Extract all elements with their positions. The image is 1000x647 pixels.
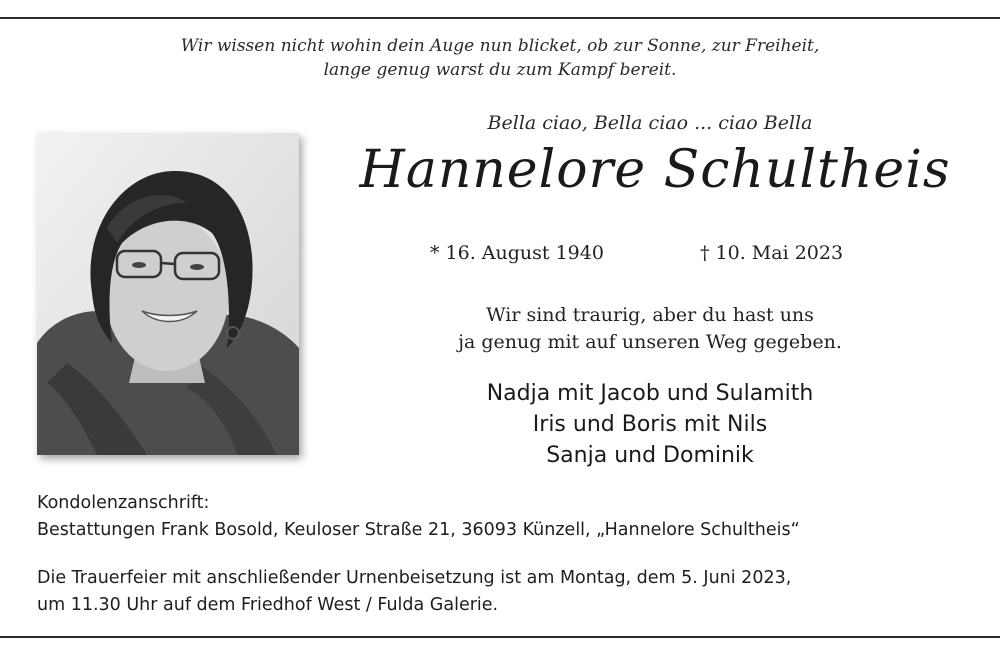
- poem-line-2: lange genug warst du zum Kampf bereit.: [323, 60, 677, 80]
- poem-line-1: Wir wissen nicht wohin dein Auge nun blicket, ob zur Sonne, zur Freiheit,: [180, 36, 820, 56]
- mourner-line: Sanja und Dominik: [546, 443, 754, 468]
- quote-line-2: ja genug mit auf unseren Weg gegeben.: [458, 331, 842, 353]
- portrait-image: [37, 133, 299, 455]
- death-date: † 10. Mai 2023: [700, 242, 844, 264]
- poem: [100, 34, 900, 82]
- bottom-rule: [0, 636, 1000, 638]
- top-rule: [0, 17, 1000, 19]
- condolence-address-line: Bestattungen Frank Bosold, Keuloser Straße 21, 36093 Künzell, „Hannelore Schultheis“: [37, 520, 800, 540]
- birth-date: * 16. August 1940: [430, 242, 604, 264]
- memorial-quote: [400, 302, 900, 356]
- portrait-photo: [37, 133, 299, 455]
- mourner-line: Nadja mit Jacob und Sulamith: [486, 381, 814, 406]
- mourners-list: [400, 378, 900, 471]
- ceremony-info: [37, 565, 967, 619]
- quote-line-1: Wir sind traurig, aber du hast uns: [486, 304, 814, 326]
- ceremony-line-2: um 11.30 Uhr auf dem Friedhof West / Fulda Galerie.: [37, 595, 499, 615]
- condolence-label: Kondolenzanschrift:: [37, 493, 210, 513]
- deceased-name: Hannelore Schultheis: [359, 140, 951, 200]
- condolence-address: [37, 490, 967, 544]
- ceremony-line-1: Die Trauerfeier mit anschließender Urnenbeisetzung ist am Montag, dem 5. Juni 2023,: [37, 568, 792, 588]
- mourner-line: Iris und Boris mit Nils: [532, 412, 768, 437]
- motto: Bella ciao, Bella ciao ... ciao Bella: [487, 112, 813, 134]
